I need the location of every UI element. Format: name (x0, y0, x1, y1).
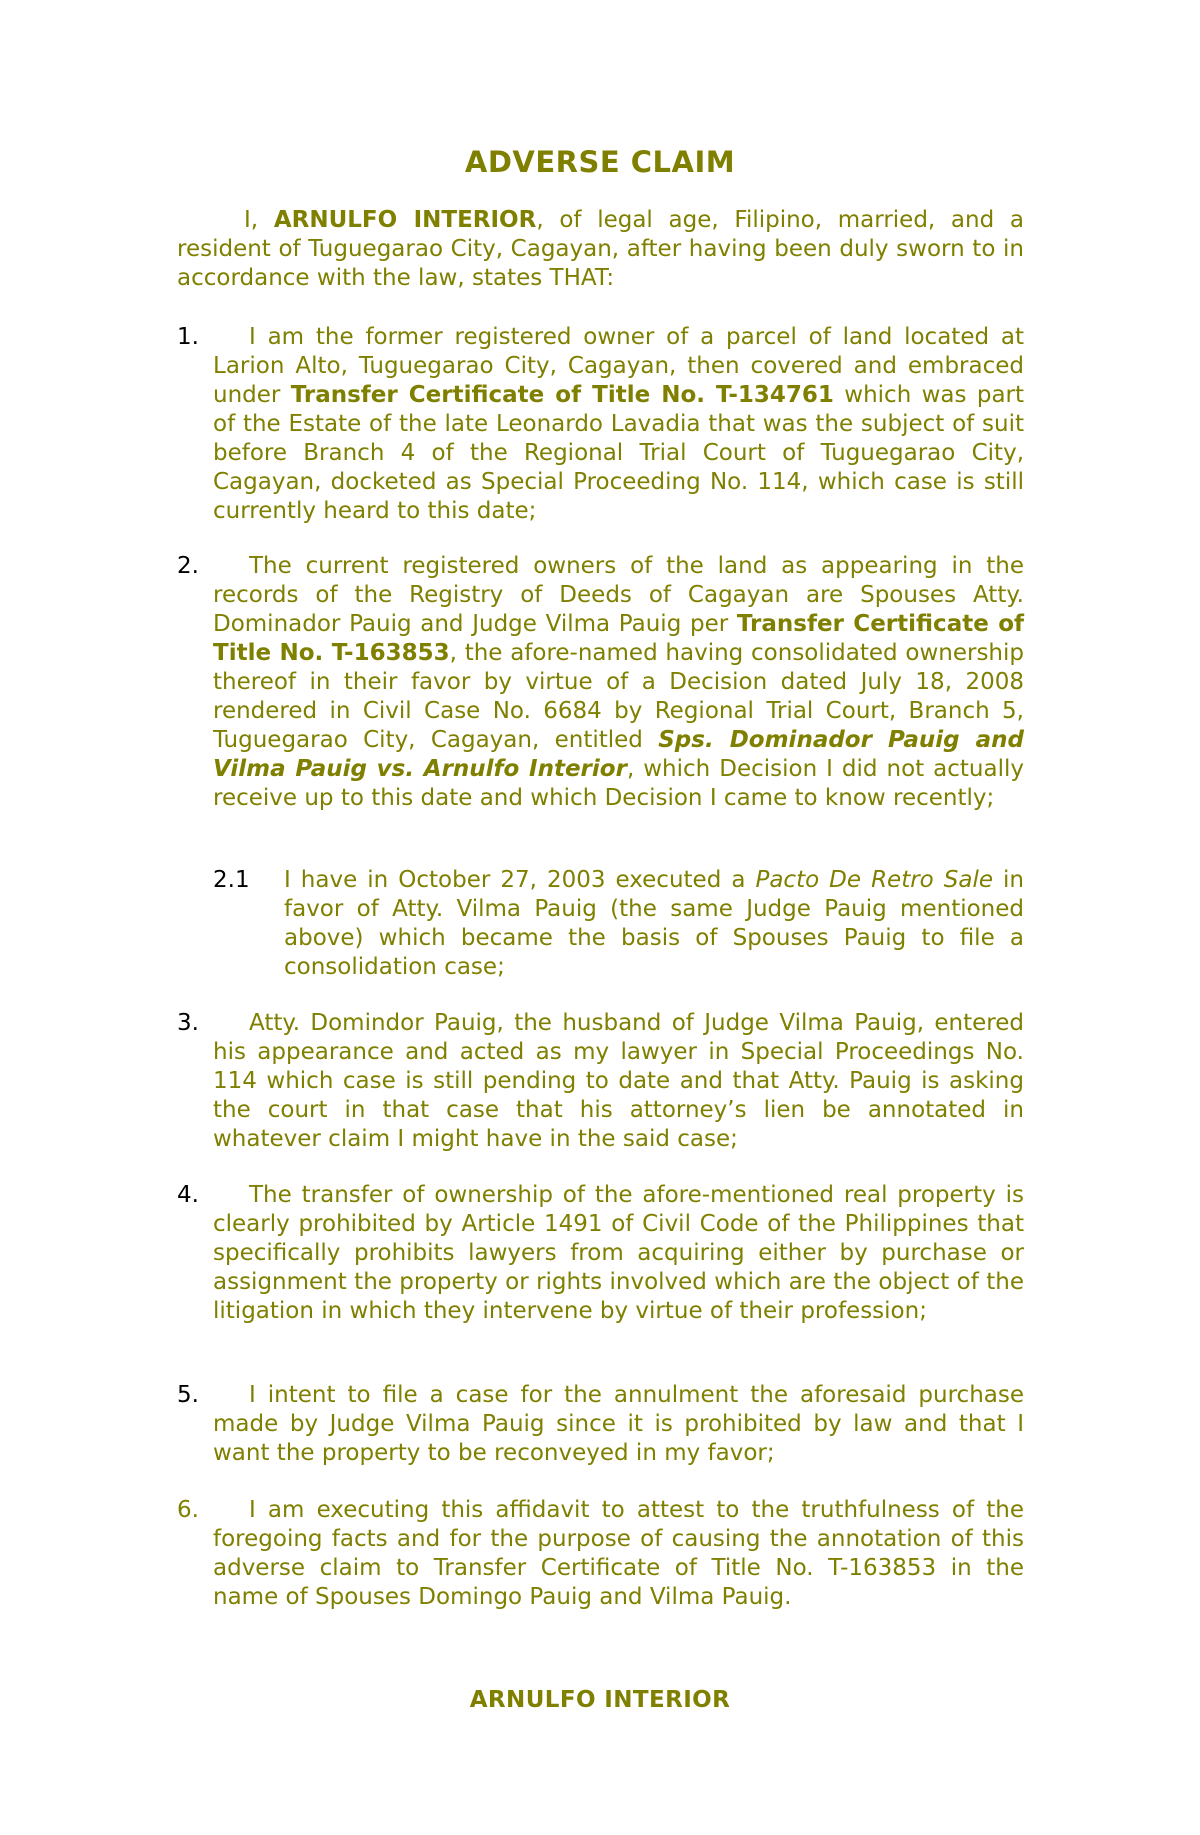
item-number: 2.1 (213, 867, 250, 893)
item-number: 6. (177, 1497, 199, 1523)
signature-name: ARNULFO INTERIOR (469, 1687, 731, 1713)
item-text: I am the former registered owner of a parcel of land located at Larion Alto, Tuguegarao City, Cagayan, then covered and embraced under Transfer Certificate of Title No. T-134761 which was part of the Estate of the late Leonardo Lavadia that was the subject of suit before Branch 4 of the Regional Trial Court of Tuguegarao City, Cagayan, docketed as Special Proceeding No. 114, which case is still currently heard to this date; (213, 324, 1025, 524)
list-item-5 (177, 1381, 1024, 1468)
item-number: 3. (177, 1010, 199, 1036)
tct-number: Transfer Certificate of Title No. T-134761 (290, 382, 834, 408)
item-number: 5. (177, 1382, 199, 1408)
affiant-name: ARNULFO INTERIOR (273, 207, 537, 233)
deed-type: Pacto De Retro Sale (755, 867, 994, 893)
list-item-4 (177, 1181, 1024, 1326)
document-title: ADVERSE CLAIM (464, 145, 736, 179)
item-text: I intent to file a case for the annulment the aforesaid purchase made by Judge Vilma Pauig since it is prohibited by law and that I want the property to be reconveyed in my favor; (213, 1382, 1024, 1466)
list-item-3 (177, 1009, 1024, 1154)
intro-post: , of legal age, Filipino, married, and a resident of Tuguegarao City, Cagayan, after having been duly sworn to in accordance with the law, states THAT: (177, 207, 1025, 291)
list-item-2 (177, 552, 1024, 813)
item-text: I have in October 27, 2003 executed a Pacto De Retro Sale in favor of Atty. Vilma Pauig (the same Judge Pauig mentioned above) which became the basis of Spouses Pauig to file a consolidation case; (284, 867, 1025, 980)
item-text: I am executing this affidavit to attest to the truthfulness of the foregoing facts and for the purpose of causing the annotation of this adverse claim to Transfer Certificate of Title No. T-163853 in the name of Spouses Domingo Pauig and Vilma Pauig. (213, 1497, 1024, 1610)
intro-pre: I, (244, 207, 274, 233)
list-item-1 (177, 323, 1024, 526)
item-number: 4. (177, 1182, 199, 1208)
list-subitem-2-1 (213, 866, 1024, 982)
item-text: The transfer of ownership of the afore-mentioned real property is clearly prohibited by Article 1491 of Civil Code of the Philippines that specifically prohibits lawyers from acquiring either by purchase or assignment the property or rights involved which are the object of the litigation in which they intervene by virtue of their profession; (213, 1182, 1024, 1324)
item-number: 1. (177, 324, 199, 350)
item-text: The current registered owners of the land as appearing in the records of the Registry of Deeds of Cagayan are Spouses Atty. Dominador Pauig and Judge Vilma Pauig per Transfer Certificate of Title No. T-163853, the afore-named having consolidated ownership thereof in their favor by virtue of a Decision dated July 18, 2008 rendered in Civil Case No. 6684 by Regional Trial Court, Branch 5, Tuguegarao City, Cagayan, entitled Sps. Dominador Pauig and Vilma Pauig vs. Arnulfo Interior, which Decision I did not actually receive up to this date and which Decision I came to know recently; (213, 553, 1024, 811)
item-text: Atty. Domindor Pauig, the husband of Judge Vilma Pauig, entered his appearance and acted as my lawyer in Special Proceedings No. 114 which case is still pending to date and that Atty. Pauig is asking the court in that case that his attorney’s lien be annotated in whatever claim I might have in the said case; (213, 1010, 1024, 1152)
tct-number: Transfer Certificate of Title No. T-163853 (213, 611, 1024, 666)
item-number: 2. (177, 553, 199, 579)
intro-paragraph (177, 206, 1024, 293)
list-item-6 (177, 1496, 1024, 1612)
case-title: Sps. Dominador Pauig and Vilma Pauig vs. Arnulfo Interior (213, 727, 1024, 782)
